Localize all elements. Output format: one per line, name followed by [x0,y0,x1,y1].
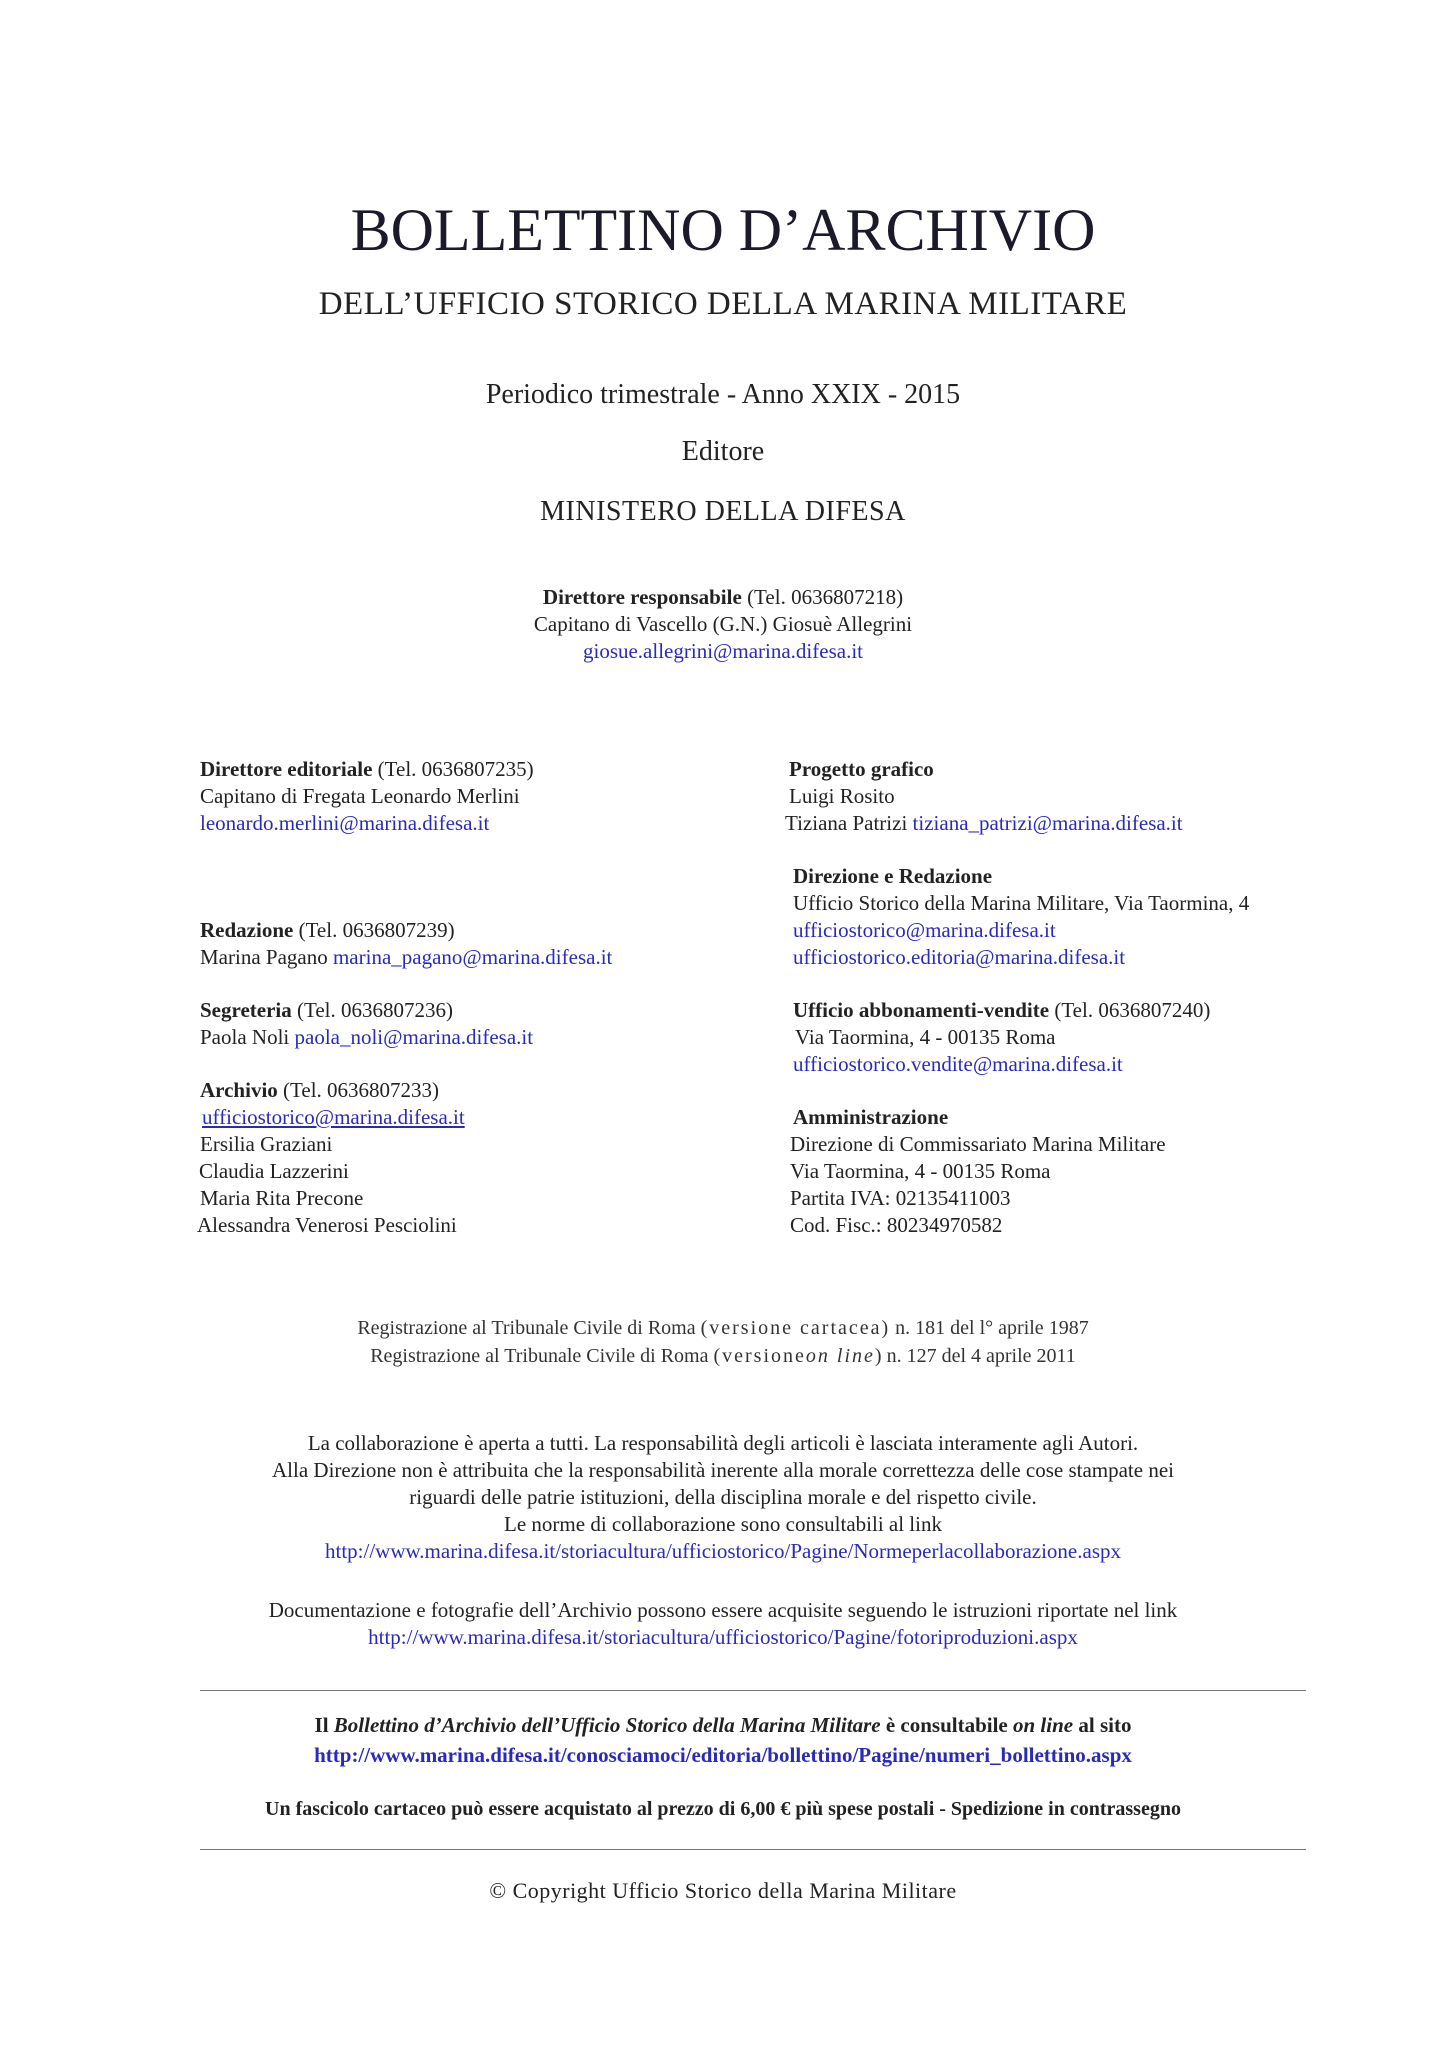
amministrazione-label: Amministrazione [793,1105,949,1129]
archivio-label: Archivio [200,1078,278,1102]
amministrazione-line: Direzione di Commissariato Marina Militare [790,1132,1166,1156]
direttore-responsabile-email[interactable]: giosue.allegrini@marina.difesa.it [582,639,863,663]
archivio-member: Maria Rita Precone [200,1186,364,1210]
online-title: Bollettino d’Archivio dell’Ufficio Storico della Marina Militare [333,1713,881,1737]
publisher-label: Editore [681,436,765,467]
abbonamenti-label: Ufficio abbonamenti-vendite [793,998,1050,1022]
amministrazione-line: Partita IVA: 02135411003 [790,1186,1011,1210]
progetto-grafico-name1: Luigi Rosito [789,784,895,808]
periodical-info: Periodico trimestrale - Anno XXIX - 2015 [485,379,961,410]
online-prefix: Il [314,1713,329,1737]
online-line [0,1710,1446,1740]
document-subtitle: DELL’UFFICIO STORICO DELLA MARINA MILITARE [318,286,1128,322]
collaborazione-line2: Alla Direzione non è attribuita che la responsabilità inerente alla morale correttezza delle cose stampate nei [272,1458,1174,1482]
abbonamenti-email[interactable]: ufficiostorico.vendite@marina.difesa.it [793,1052,1123,1076]
direzione-email2[interactable]: ufficiostorico.editoria@marina.difesa.it [793,945,1126,969]
registrazione-line2-text: Registrazione al Tribunale Civile di Roma [370,1345,709,1367]
online-suffix: al sito [1078,1713,1132,1737]
registrazione-line2-paren: ) [874,1345,882,1367]
registrazione-line2 [0,1342,1446,1370]
direzione-address: Ufficio Storico della Marina Militare, Via Taormina, 4 [793,891,1250,915]
archivio-member: Ersilia Graziani [200,1132,333,1156]
registrazione-line2-online: on line [805,1345,875,1367]
online-link-row [0,1740,1446,1770]
amministrazione-line: Via Taormina, 4 - 00135 Roma [790,1159,1051,1183]
archivio-member: Claudia Lazzerini [199,1159,349,1183]
abbonamenti-heading [793,996,1210,1024]
direttore-responsabile-label: Direttore responsabile [542,585,742,609]
direzione-label: Direzione e Redazione [793,864,993,888]
abbonamenti-tel: (Tel. 0636807240) [1054,998,1211,1022]
direttore-responsabile-line [0,583,1446,611]
segreteria-contact [200,1023,533,1051]
direttore-responsabile-email-row [0,637,1446,665]
collaborazione-line1: La collaborazione è aperta a tutti. La responsabilità degli articoli è lasciata interamente agli Autori. [307,1431,1139,1455]
price-line: Un fascicolo cartaceo può essere acquistato al prezzo di 6,00 € più spese postali - Spedizione in contrassegno [265,1798,1181,1820]
progetto-grafico-contact [785,809,1183,837]
registrazione-line1-version: (versione cartacea) [700,1317,891,1339]
direttore-editoriale-tel: (Tel. 0636807235) [377,757,534,781]
collaborazione-line4: Le norme di collaborazione sono consultabili al link [504,1512,942,1536]
publisher-name: MINISTERO DELLA DIFESA [540,496,906,527]
segreteria-name: Paola Noli [200,1025,290,1049]
archivio-tel: (Tel. 0636807233) [283,1078,440,1102]
redazione-heading [200,916,455,944]
divider-bottom [200,1849,1306,1850]
redazione-email[interactable]: marina_pagano@marina.difesa.it [332,945,613,969]
direttore-responsabile-tel: (Tel. 0636807218) [747,585,904,609]
redazione-tel: (Tel. 0636807239) [298,918,455,942]
archivio-member: Alessandra Venerosi Pesciolini [197,1213,457,1237]
redazione-label: Redazione [200,918,294,942]
redazione-contact [200,943,612,971]
registrazione-line1-text: Registrazione al Tribunale Civile di Roma [357,1317,696,1339]
registrazione-line2-number: n. 127 del 4 aprile 2011 [886,1345,1076,1367]
documentazione-link-row [0,1624,1446,1651]
registrazione-line1 [0,1314,1446,1342]
archivio-email[interactable]: ufficiostorico@marina.difesa.it [202,1105,465,1129]
collaborazione-link-row [0,1538,1446,1565]
direttore-editoriale-heading [200,755,534,783]
segreteria-email[interactable]: paola_noli@marina.difesa.it [294,1025,534,1049]
divider-top [200,1690,1306,1691]
progetto-grafico-email[interactable]: tiziana_patrizi@marina.difesa.it [912,811,1183,835]
copyright: © Copyright Ufficio Storico della Marina Militare [489,1878,957,1903]
registrazione-line2-version: (versione [713,1345,806,1367]
direttore-responsabile-name: Capitano di Vascello (G.N.) Giosuè Allegrini [533,612,913,636]
redazione-name: Marina Pagano [200,945,328,969]
segreteria-label: Segreteria [200,998,292,1022]
direzione-email1[interactable]: ufficiostorico@marina.difesa.it [793,918,1056,942]
segreteria-heading [200,996,453,1024]
collaborazione-link[interactable]: http://www.marina.difesa.it/storiacultura/ufficiostorico/Pagine/Normeperlacollaborazione.aspx [324,1539,1121,1563]
direttore-editoriale-email[interactable]: leonardo.merlini@marina.difesa.it [200,811,490,835]
online-online: on line [1013,1713,1074,1737]
registrazione-line1-number: n. 181 del l° aprile 1987 [895,1317,1089,1339]
document-title: BOLLETTINO D’ARCHIVIO [350,197,1096,263]
direttore-editoriale-name: Capitano di Fregata Leonardo Merlini [200,784,520,808]
archivio-heading [200,1076,439,1104]
amministrazione-line: Cod. Fisc.: 80234970582 [790,1213,1003,1237]
progetto-grafico-label: Progetto grafico [789,757,934,781]
collaborazione-line3: riguardi delle patrie istituzioni, della disciplina morale e del rispetto civile. [409,1485,1037,1509]
segreteria-tel: (Tel. 0636807236) [296,998,453,1022]
direttore-editoriale-label: Direttore editoriale [200,757,373,781]
bollettino-link[interactable]: http://www.marina.difesa.it/conosciamoci/editoria/bollettino/Pagine/numeri_bollettino.aspx [314,1743,1132,1767]
online-mid: è consultabile [885,1713,1008,1737]
documentazione-link[interactable]: http://www.marina.difesa.it/storiacultura/ufficiostorico/Pagine/fotoriproduzioni.aspx [368,1625,1078,1649]
abbonamenti-address: Via Taormina, 4 - 00135 Roma [795,1025,1056,1049]
progetto-grafico-name2: Tiziana Patrizi [785,811,908,835]
documentazione-line1: Documentazione e fotografie dell’Archivio possono essere acquisite seguendo le istruzioni riportate nel link [268,1598,1178,1622]
